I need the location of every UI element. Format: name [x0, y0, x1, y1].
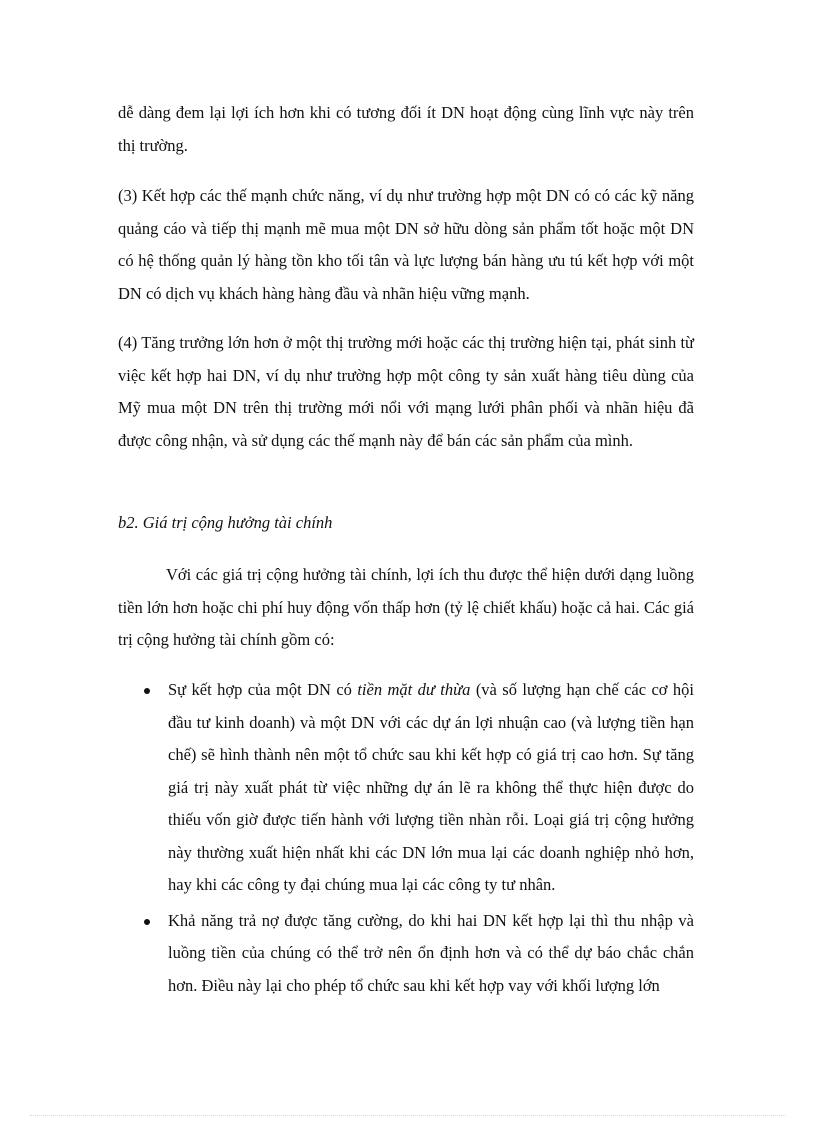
page-bottom-divider	[30, 1115, 786, 1116]
bullet-emphasis: tiền mặt dư thừa	[357, 680, 471, 699]
bullet-icon	[144, 919, 150, 925]
section-heading: b2. Giá trị cộng hưởng tài chính	[118, 513, 333, 532]
list-item	[118, 674, 694, 902]
paragraph-intro: Với các giá trị cộng hưởng tài chính, lợi ích thu được thể hiện dưới dạng luồng tiền lớn hơn hoặc chi phí huy động vốn thấp hơn (tỷ lệ chiết khấu) hoặc cả hai. Các giá trị cộng hưởng tài chính gồm có:	[118, 565, 694, 649]
bullet-list	[118, 674, 694, 1002]
paragraph-point-4: (4) Tăng trưởng lớn hơn ở một thị trường mới hoặc các thị trường hiện tại, phát sinh từ việc kết hợp hai DN, ví dụ như trường hợp một công ty sản xuất hàng tiêu dùng của Mỹ mua một DN trên thị trường mới nổi với mạng lưới phân phối và nhãn hiệu đã được công nhận, và sử dụng các thế mạnh này để bán các sản phẩm của mình.	[118, 333, 694, 450]
bullet-text-end: (và số lượng hạn chế các cơ hội đầu tư kinh doanh) và một DN với các dự án lợi nhuận cao (và lượng tiền hạn chế) sẽ hình thành nên một tổ chức sau khi kết hợp có giá trị cao hơn. Sự tăng giá trị này xuất phát từ việc những dự án lẽ ra không thể thực hiện được do thiếu vốn giờ được tiến hành với lượng tiền nhàn rỗi. Loại giá trị cộng hưởng này thường xuất hiện nhất khi các DN lớn mua lại các doanh nghiệp nhỏ hơn, hay khi các công ty đại chúng mua lại các công ty tư nhân.	[168, 680, 694, 894]
list-item	[118, 905, 694, 1003]
paragraph-continuation: dễ dàng đem lại lợi ích hơn khi có tương đối ít DN hoạt động cùng lĩnh vực này trên thị trường.	[118, 103, 694, 155]
bullet-text: Khả năng trả nợ được tăng cường, do khi hai DN kết hợp lại thì thu nhập và luồng tiền của chúng có thể trở nên ổn định hơn và có thể dự báo chắc chắn hơn. Điều này lại cho phép tổ chức sau khi kết hợp vay với khối lượng lớn	[168, 910, 694, 995]
bullet-text-start: Sự kết hợp của một DN có	[168, 680, 358, 699]
bullet-icon	[144, 688, 150, 694]
paragraph-point-3: (3) Kết hợp các thế mạnh chức năng, ví dụ như trường hợp một DN có có các kỹ năng quảng cáo và tiếp thị mạnh mẽ mua một DN sở hữu dòng sản phẩm tốt hoặc một DN có hệ thống quản lý hàng tồn kho tối tân và lực lượng bán hàng ưu tú kết hợp với một DN có dịch vụ khách hàng hàng đầu và nhãn hiệu vững mạnh.	[118, 186, 694, 303]
